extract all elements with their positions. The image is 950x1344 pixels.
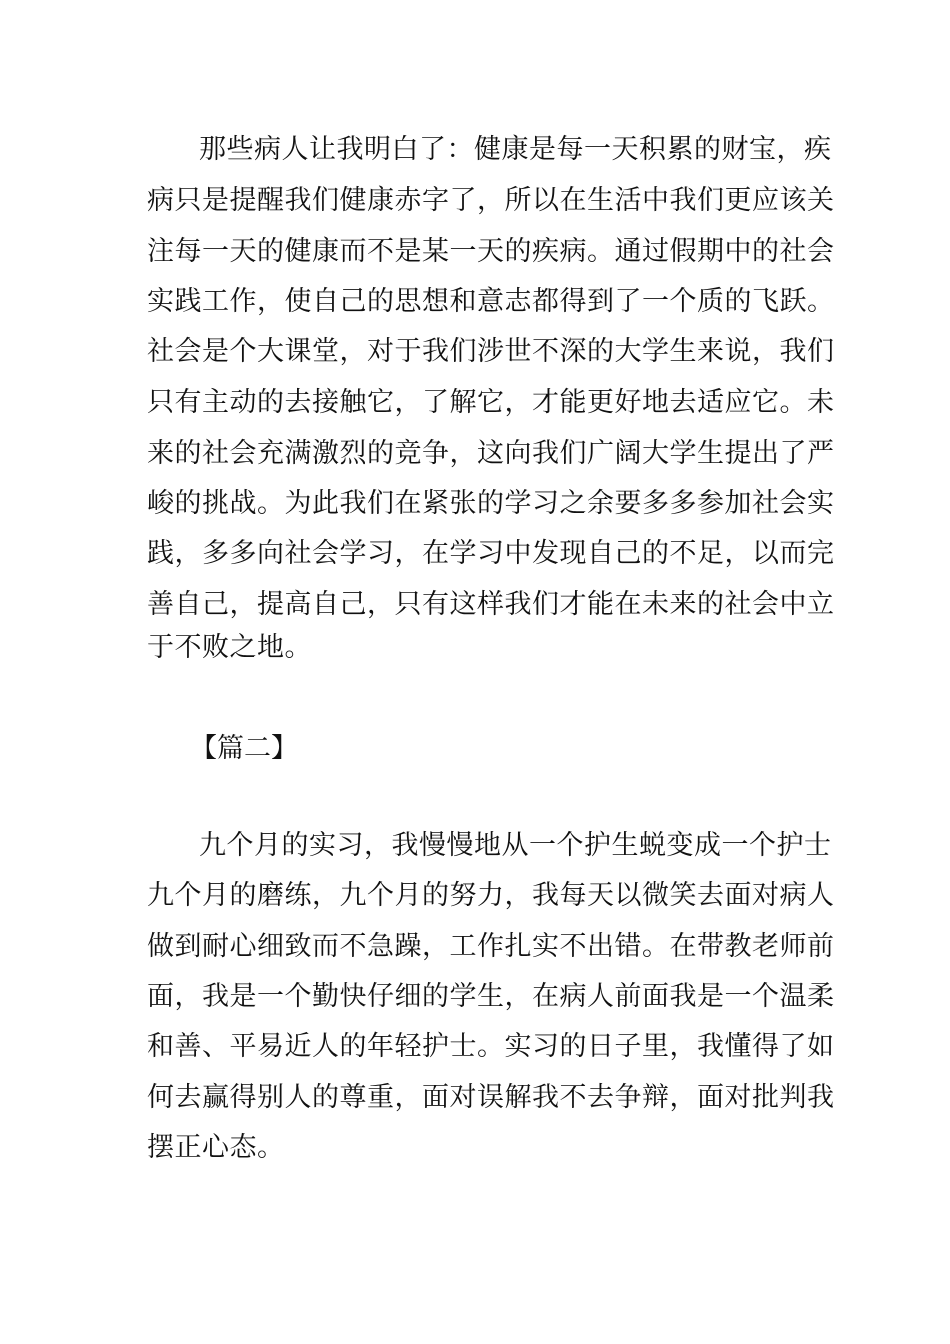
paragraph-line: 于不败之地。 [147,632,312,663]
paragraph-line: 只有主动的去接触它，了解它，才能更好地去适应它。未 [147,387,835,418]
paragraph-line: 善自己，提高自己，只有这样我们才能在未来的社会中立 [147,589,835,620]
paragraph-line: 那些病人让我明白了：健康是每一天积累的财宝，疾 [199,134,832,165]
paragraph-line: 做到耐心细致而不急躁，工作扎实不出错。在带教老师前 [147,931,835,962]
paragraph-line: 摆正心态。 [147,1132,285,1163]
paragraph-line: 面，我是一个勤快仔细的学生，在病人前面我是一个温柔 [147,981,835,1012]
paragraph-line: 来的社会充满激烈的竞争，这向我们广阔大学生提出了严 [147,438,835,469]
paragraph-line: 实践工作，使自己的思想和意志都得到了一个质的飞跃。 [147,286,835,317]
paragraph-line: 九个月的磨练，九个月的努力，我每天以微笑去面对病人 [147,880,835,911]
paragraph-line: 何去赢得别人的尊重，面对误解我不去争辩，面对批判我 [147,1082,835,1113]
paragraph-line: 社会是个大课堂，对于我们涉世不深的大学生来说，我们 [147,336,835,367]
section-heading: 【篇二】 [190,733,298,764]
paragraph-line: 注每一天的健康而不是某一天的疾病。通过假期中的社会 [147,236,835,267]
paragraph-line: 峻的挑战。为此我们在紧张的学习之余要多多参加社会实 [147,488,835,519]
paragraph-line: 病只是提醒我们健康赤字了，所以在生活中我们更应该关 [147,185,835,216]
paragraph-line: 和善、平易近人的年轻护士。实习的日子里，我懂得了如 [147,1031,835,1062]
paragraph-line: 践，多多向社会学习，在学习中发现自己的不足，以而完 [147,538,835,569]
paragraph-line: 九个月的实习，我慢慢地从一个护生蜕变成一个护士 [199,830,832,861]
